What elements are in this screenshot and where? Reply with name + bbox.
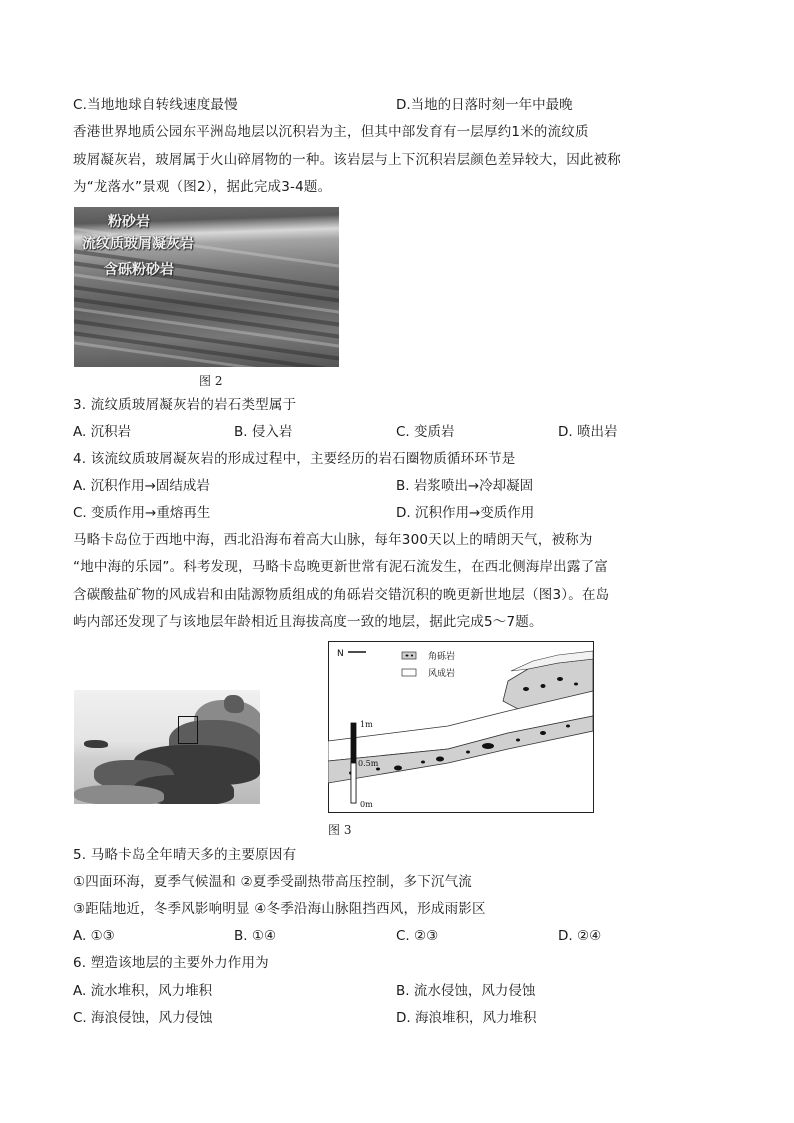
question-4: 4. 该流纹质玻屑凝灰岩的形成过程中，主要经历的岩石圈物质循环环节是	[73, 451, 516, 467]
figure-3-photo	[74, 690, 260, 804]
figure-3-caption: 图 3	[328, 823, 352, 837]
figure-3-diagram	[328, 641, 594, 813]
passage-1-line-1: 香港世界地质公园东平洲岛地层以沉积岩为主，但其中部发育有一层厚约1米的流纹质	[73, 124, 589, 140]
scale-0m: 0m	[360, 800, 373, 809]
passage-1-line-3: 为“龙落水”景观（图2），据此完成3-4题。	[73, 179, 332, 195]
q6-option-d: D. 海浪堆积，风力堆积	[396, 1010, 537, 1026]
north-label: N	[337, 649, 344, 659]
legend-breccia-label: 角砾岩	[428, 652, 456, 662]
q4-option-c: C. 变质作用→重熔再生	[73, 505, 211, 521]
option-c-prev: C.当地地球自转线速度最慢	[73, 97, 238, 113]
q5-option-c: C. ②③	[396, 928, 439, 944]
q5-option-b: B. ①④	[234, 928, 277, 944]
question-5: 5. 马略卡岛全年晴天多的主要原因有	[73, 847, 297, 863]
q4-option-b: B. 岩浆喷出→冷却凝固	[396, 478, 534, 494]
question-6: 6. 塑造该地层的主要外力作用为	[73, 955, 269, 971]
q5-option-d: D. ②④	[558, 928, 602, 944]
option-d-prev: D.当地的日落时刻一年中最晚	[396, 97, 573, 113]
passage-2-line-1: 马略卡岛位于西地中海，西北沿海布着高大山脉，每年300天以上的晴朗天气，被称为	[73, 532, 593, 548]
q6-option-c: C. 海浪侵蚀，风力侵蚀	[73, 1010, 213, 1026]
passage-2-line-4: 屿内部还发现了与该地层年龄相近且海拔高度一致的地层，据此完成5～7题。	[73, 614, 543, 630]
fig2-label-tuff: 流纹质玻屑凝灰岩	[82, 236, 194, 252]
passage-1-line-2: 玻屑凝灰岩，玻屑属于火山碎屑物的一种。该岩层与上下沉积岩层颜色差异较大，因此被称	[73, 152, 621, 168]
q6-option-a: A. 流水堆积，风力堆积	[73, 983, 213, 999]
passage-2-line-3: 含碳酸盐矿物的风成岩和由陆源物质组成的角砾岩交错沉积的晚更新世地层（图3）。在岛	[73, 587, 610, 603]
question-3: 3. 流纹质玻屑凝灰岩的岩石类型属于	[73, 397, 297, 413]
q4-option-d: D. 沉积作用→变质作用	[396, 505, 535, 521]
q5-option-a: A. ①③	[73, 928, 115, 944]
q5-statements-1: ①四面环海，夏季气候温和 ②夏季受副热带高压控制，多下沉气流	[73, 874, 472, 890]
scale-1m: 1m	[360, 720, 373, 729]
q3-option-b: B. 侵入岩	[234, 424, 293, 440]
legend-aeolian-swatch	[402, 669, 416, 676]
fig2-label-siltstone: 粉砂岩	[108, 214, 150, 230]
legend-aeolian-label: 风成岩	[428, 669, 456, 679]
q3-option-a: A. 沉积岩	[73, 424, 132, 440]
fig2-label-gravel-siltstone: 含砾粉砂岩	[104, 262, 174, 278]
q6-option-b: B. 流水侵蚀，风力侵蚀	[396, 983, 536, 999]
fig3-highlight-box	[178, 716, 198, 744]
scale-05m: 0.5m	[358, 759, 379, 768]
q3-option-c: C. 变质岩	[396, 424, 455, 440]
q4-option-a: A. 沉积作用→固结成岩	[73, 478, 210, 494]
passage-2-line-2: “地中海的乐园”。科考发现，马略卡岛晚更新世常有泥石流发生，在西北侧海岸出露了富	[73, 559, 608, 575]
legend-breccia-swatch	[402, 652, 416, 659]
figure-2-photo	[74, 207, 339, 367]
q5-statements-2: ③距陆地近，冬季风影响明显 ④冬季沿海山脉阻挡西风，形成雨影区	[73, 901, 486, 917]
figure-2-caption: 图 2	[199, 374, 223, 388]
q3-option-d: D. 喷出岩	[558, 424, 618, 440]
